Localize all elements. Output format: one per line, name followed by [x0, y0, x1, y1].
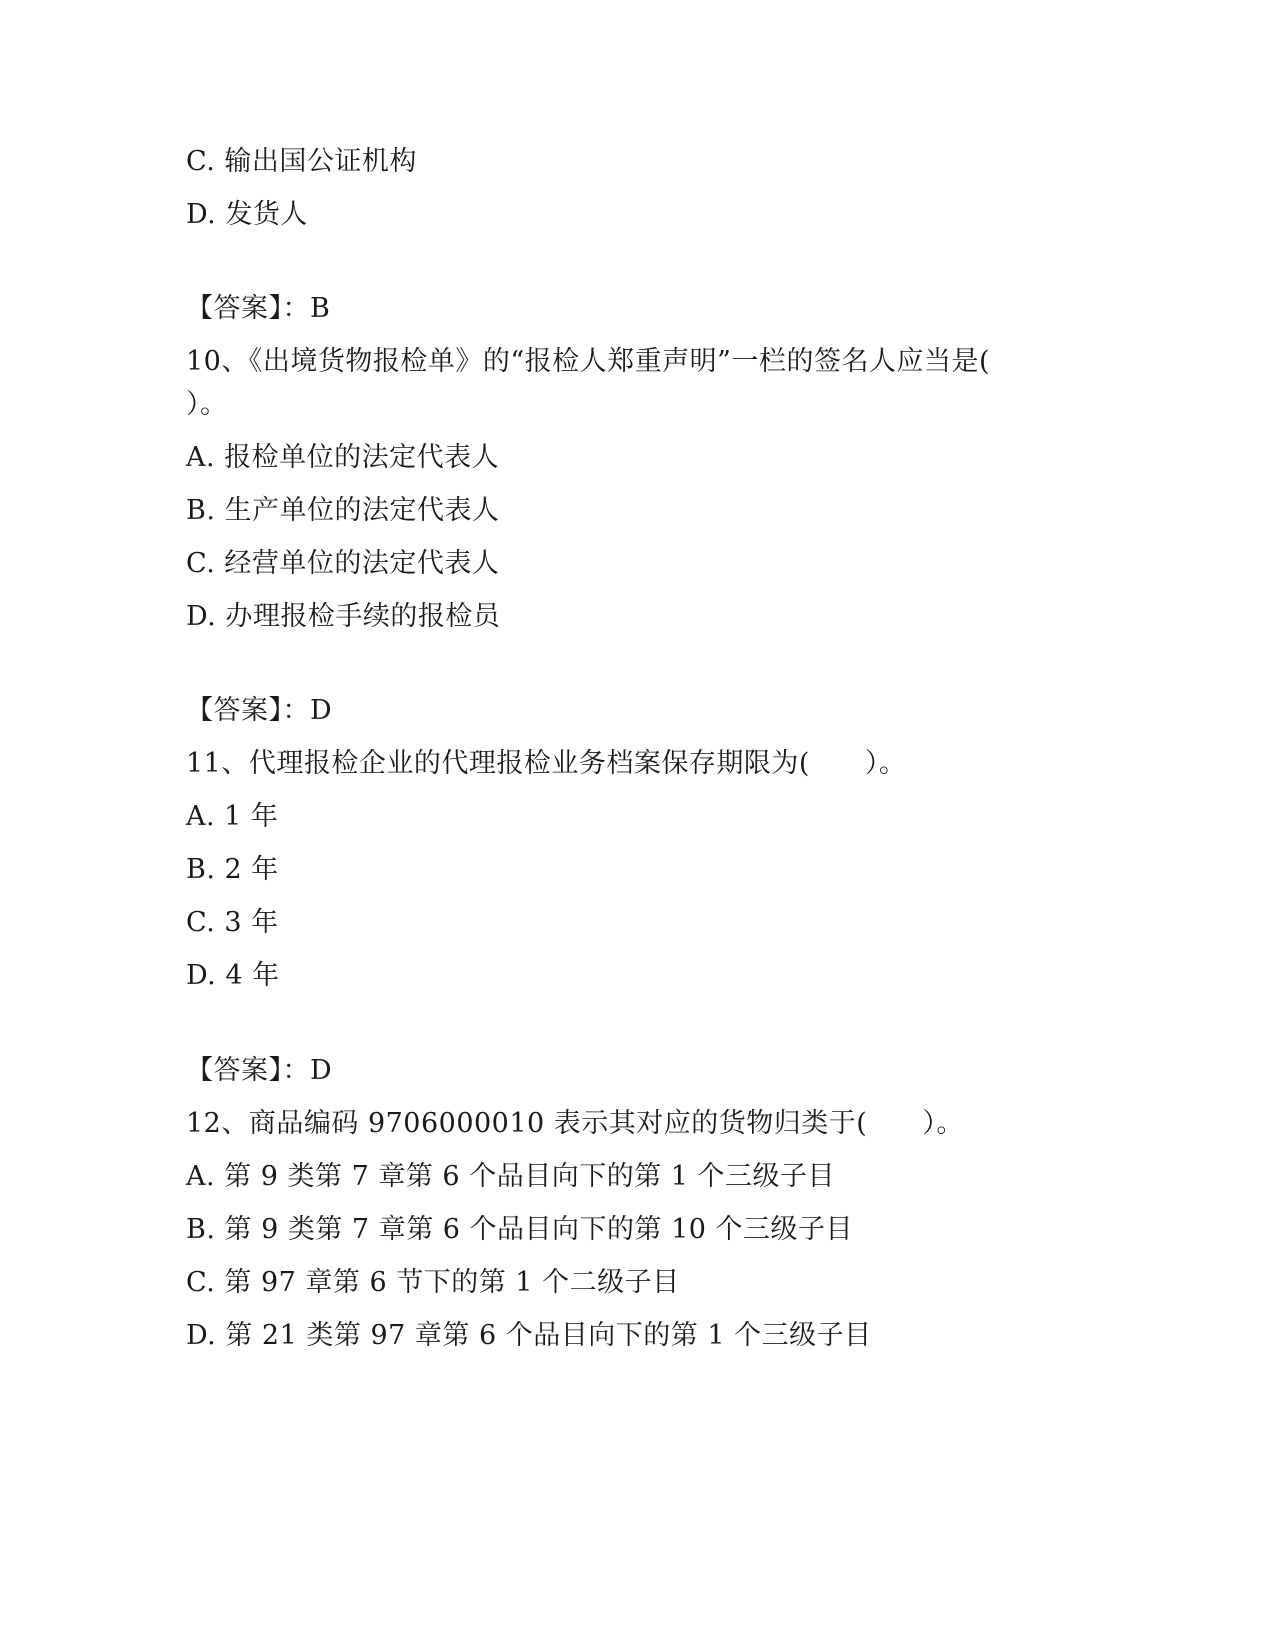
q12-question: 12、商品编码 9706000010 表示其对应的货物归类于( ）。: [186, 1108, 964, 1139]
q12-option-d: D. 第 21 类第 97 章第 6 个品目向下的第 1 个三级子目: [186, 1320, 872, 1351]
q11-answer: 【答案】：D: [186, 1055, 333, 1086]
q12-option-a: A. 第 9 类第 7 章第 6 个品目向下的第 1 个三级子目: [186, 1161, 836, 1192]
q10-question-line2: ）。: [186, 389, 228, 420]
q9-option-c: C. 输出国公证机构: [186, 146, 417, 177]
q10-option-b: B. 生产单位的法定代表人: [186, 495, 500, 526]
q9-answer: 【答案】：B: [186, 293, 331, 324]
q10-answer: 【答案】：D: [186, 695, 333, 726]
q12-option-c: C. 第 97 章第 6 节下的第 1 个二级子目: [186, 1267, 680, 1298]
q11-option-c: C. 3 年: [186, 907, 279, 938]
q10-question-line1: 10、《出境货物报检单》的“报检人郑重声明”一栏的签名人应当是(: [186, 346, 990, 377]
q10-option-a: A. 报检单位的法定代表人: [186, 442, 500, 473]
q11-option-d: D. 4 年: [186, 960, 280, 991]
q10-option-c: C. 经营单位的法定代表人: [186, 548, 500, 579]
q11-option-a: A. 1 年: [186, 801, 279, 832]
q10-option-d: D. 办理报检手续的报检员: [186, 601, 501, 632]
q12-option-b: B. 第 9 类第 7 章第 6 个品目向下的第 10 个三级子目: [186, 1214, 854, 1245]
q11-option-b: B. 2 年: [186, 854, 279, 885]
q11-question: 11、代理报检企业的代理报检业务档案保存期限为( ）。: [186, 748, 907, 779]
q9-option-d: D. 发货人: [186, 199, 308, 230]
